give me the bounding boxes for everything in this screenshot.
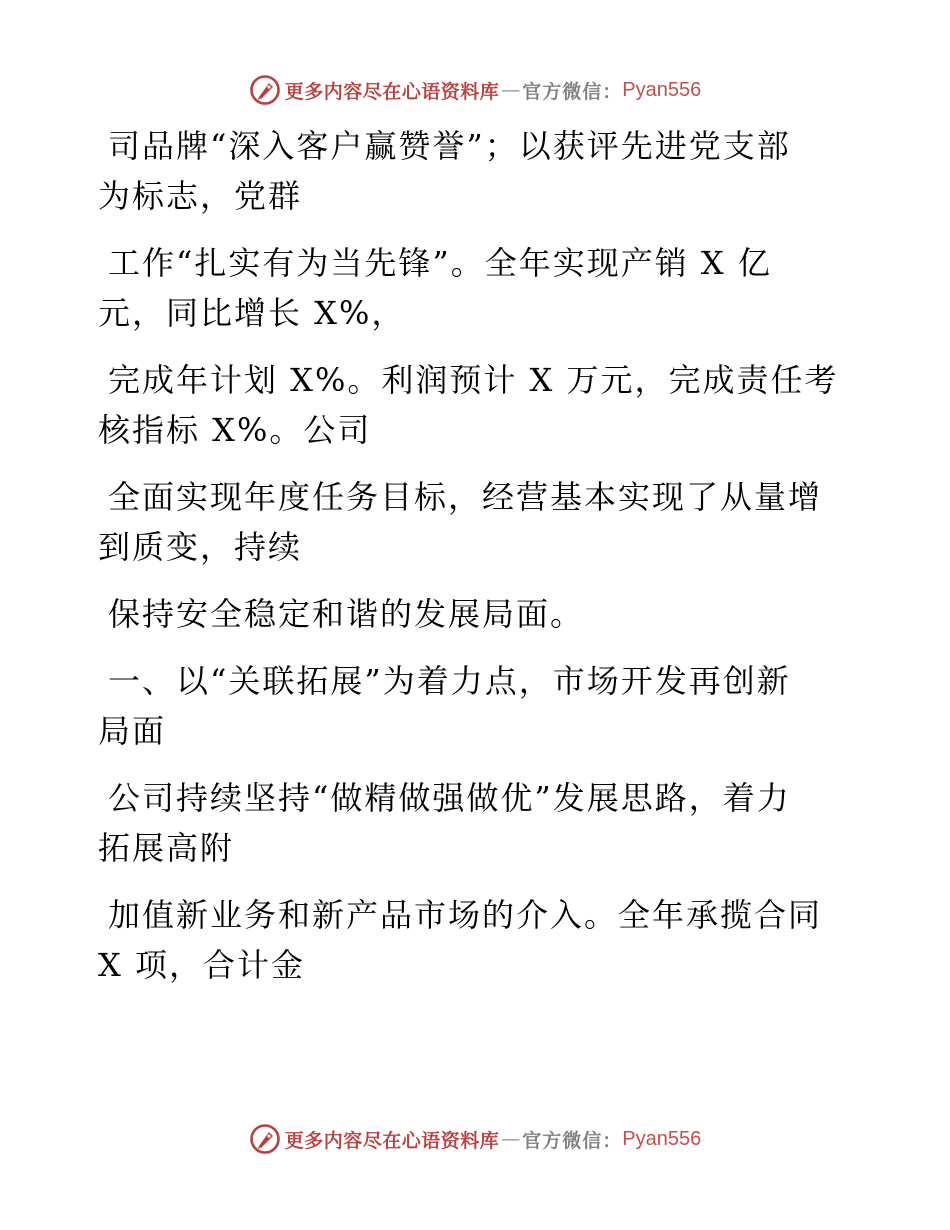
watermark-label: 官方微信：	[522, 80, 623, 103]
text-line: X 项，合计金	[98, 946, 305, 984]
text-line: 公司持续坚持“做精做强做优”发展思路，着力	[108, 779, 791, 817]
text-line: 拓展高附	[98, 829, 235, 867]
paragraph	[98, 355, 839, 455]
watermark-brand: 更多内容尽在心语资料库	[284, 80, 500, 103]
text-line: 司品牌“深入客户赢赞誉”；以获评先进党支部	[108, 127, 791, 165]
watermark-wechat-id: Pyan556	[622, 1127, 702, 1150]
watermark-label: 官方微信：	[522, 1129, 623, 1152]
watermark-header	[0, 70, 950, 110]
text-line: 完成年计划 X%。利润预计 X 万元，完成责任考	[108, 361, 839, 399]
text-line: 到质变，持续	[98, 528, 303, 566]
text-line: 全面实现年度任务目标，经营基本实现了从量增	[108, 478, 823, 516]
watermark-separator: —	[501, 79, 521, 101]
paragraph	[98, 890, 828, 990]
text-line: 为标志，党群	[98, 177, 303, 215]
paragraph	[98, 773, 828, 873]
text-line: 工作“扎实有为当先锋”。全年实现产销 X 亿	[108, 244, 772, 282]
pen-nib-logo-icon	[249, 74, 281, 106]
watermark-wechat-id: Pyan556	[622, 78, 702, 101]
pen-nib-logo-icon	[249, 1123, 281, 1155]
paragraph	[98, 121, 828, 221]
watermark-footer	[0, 1119, 950, 1159]
paragraph	[98, 238, 828, 338]
section-heading	[98, 656, 828, 756]
text-line: 保持安全稳定和谐的发展局面。	[108, 595, 585, 633]
paragraph	[98, 472, 828, 572]
text-line: 局面	[98, 712, 167, 750]
text-line: 加值新业务和新产品市场的介入。全年承揽合同	[108, 896, 823, 934]
watermark-separator: —	[501, 1128, 521, 1150]
text-line: 元，同比增长 X%，	[98, 294, 406, 332]
document-body	[98, 121, 839, 990]
watermark-brand: 更多内容尽在心语资料库	[284, 1129, 500, 1152]
paragraph	[98, 589, 828, 639]
text-line: 核指标 X%。公司	[98, 411, 372, 449]
text-line: 一、以“关联拓展”为着力点，市场开发再创新	[108, 662, 791, 700]
